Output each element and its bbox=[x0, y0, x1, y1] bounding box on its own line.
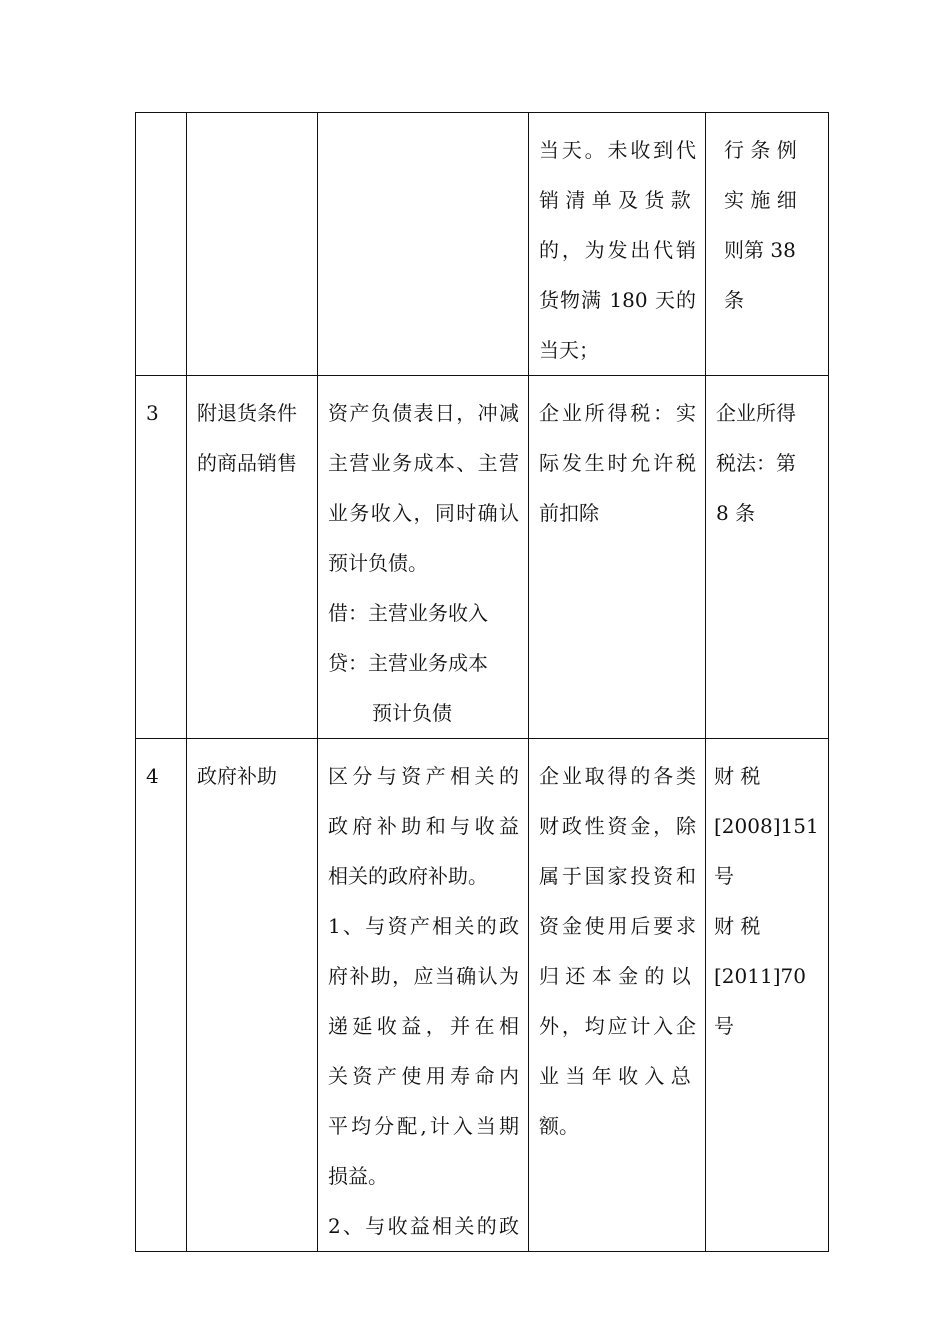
text-line: 损益。 bbox=[328, 1164, 388, 1188]
text-line: 当天； bbox=[539, 338, 599, 362]
legal-basis-cell bbox=[706, 113, 829, 376]
text-line: 财政性资金，除 bbox=[539, 814, 696, 838]
text-line: 当天。未收到代 bbox=[539, 138, 696, 162]
text-line: [2008]151 bbox=[714, 814, 819, 838]
text-line: 销 清 单 及 货 款 bbox=[539, 188, 691, 212]
accounting-treatment-cell bbox=[318, 113, 529, 376]
accounting-treatment-cell bbox=[318, 376, 529, 739]
text-line: 借：主营业务收入 bbox=[328, 601, 488, 625]
text-line: 区分与资产相关的 bbox=[328, 764, 519, 788]
legal-basis-cell bbox=[706, 739, 829, 1252]
text-line: 贷：主营业务成本 bbox=[328, 651, 488, 675]
text-line: 的，为发出代销 bbox=[539, 238, 696, 262]
text-line: 预计负债。 bbox=[328, 551, 428, 575]
row-number-cell bbox=[136, 376, 187, 739]
text-line: 平均分配,计入当期 bbox=[328, 1114, 519, 1138]
text-line: 政府补助和与收益 bbox=[328, 814, 519, 838]
text-line: 1、与资产相关的政 bbox=[328, 914, 519, 938]
text-line: 货物满 180 天的 bbox=[539, 288, 696, 312]
text-line: 归 还 本 金 的 以 bbox=[539, 964, 691, 988]
text-line: 号 bbox=[714, 864, 734, 888]
table-row bbox=[136, 739, 829, 1252]
text-line: 业 当 年 收 入 总 bbox=[539, 1064, 691, 1088]
text-line: 2、与收益相关的政 bbox=[328, 1214, 519, 1238]
text-line: 资金使用后要求 bbox=[539, 914, 696, 938]
text-line: 属于国家投资和 bbox=[539, 864, 696, 888]
text-line: 条 bbox=[724, 288, 744, 312]
text-line: [2011]70 bbox=[714, 964, 806, 988]
text-line: 财 税 bbox=[714, 764, 761, 788]
text-line: 府补助，应当确认为 bbox=[328, 964, 519, 988]
row-number-cell bbox=[136, 113, 187, 376]
item-cell bbox=[187, 739, 318, 1252]
tax-treatment-cell bbox=[529, 376, 706, 739]
accounting-treatment-cell bbox=[318, 739, 529, 1252]
text-line: 的商品销售 bbox=[197, 451, 297, 475]
text-line: 企业取得的各类 bbox=[539, 764, 696, 788]
table-row bbox=[136, 376, 829, 739]
legal-basis-cell bbox=[706, 376, 829, 739]
tax-comparison-table bbox=[135, 112, 829, 1252]
tax-treatment-cell bbox=[529, 113, 706, 376]
item-cell bbox=[187, 376, 318, 739]
row-number: 4 bbox=[146, 764, 159, 788]
text-line: 前扣除 bbox=[539, 501, 599, 525]
text-line: 关资产使用寿命内 bbox=[328, 1064, 519, 1088]
text-line: 主营业务成本、主营 bbox=[328, 451, 519, 475]
text-line: 政府补助 bbox=[197, 764, 277, 788]
text-line: 资产负债表日，冲减 bbox=[328, 401, 519, 425]
text-line: 预计负债 bbox=[372, 701, 452, 725]
text-line: 财 税 bbox=[714, 914, 761, 938]
text-line: 8 条 bbox=[716, 501, 756, 525]
text-line: 行 条 例 bbox=[724, 138, 797, 162]
text-line: 相关的政府补助。 bbox=[328, 864, 488, 888]
text-line: 外，均应计入企 bbox=[539, 1014, 696, 1038]
text-line: 递延收益，并在相 bbox=[328, 1014, 519, 1038]
text-line: 业务收入，同时确认 bbox=[328, 501, 519, 525]
tax-treatment-cell bbox=[529, 739, 706, 1252]
text-line: 企业所得 bbox=[716, 401, 796, 425]
text-line: 企业所得税：实 bbox=[539, 401, 696, 425]
text-line: 号 bbox=[714, 1014, 734, 1038]
text-line: 附退货条件 bbox=[197, 401, 297, 425]
row-number-cell bbox=[136, 739, 187, 1252]
text-line: 实 施 细 bbox=[724, 188, 797, 212]
table-row bbox=[136, 113, 829, 376]
item-cell bbox=[187, 113, 318, 376]
row-number: 3 bbox=[146, 401, 159, 425]
text-line: 际发生时允许税 bbox=[539, 451, 696, 475]
text-line: 税法：第 bbox=[716, 451, 796, 475]
text-line: 则第 38 bbox=[724, 238, 796, 262]
text-line: 额。 bbox=[539, 1114, 579, 1138]
